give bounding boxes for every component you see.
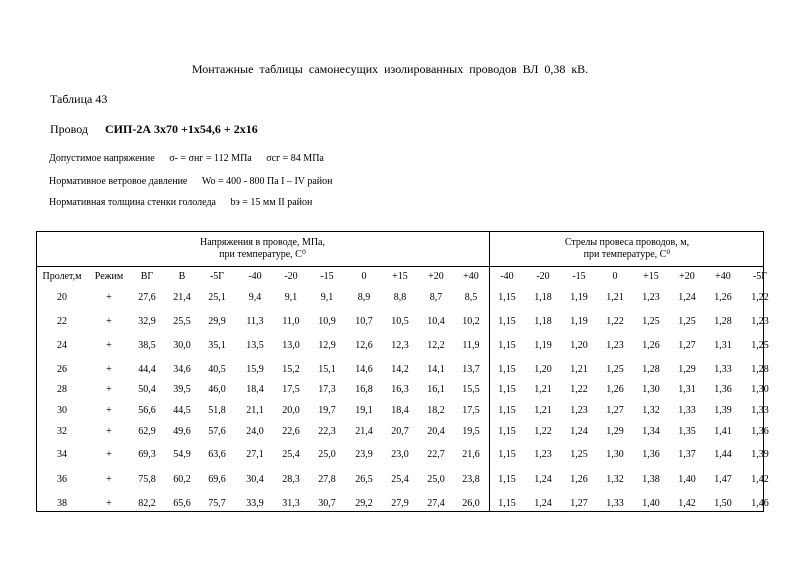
table-cell: 10,9: [318, 316, 336, 327]
table-cell: 60,2: [173, 474, 191, 485]
table-cell: 1,24: [678, 292, 696, 303]
table-cell: 1,27: [678, 340, 696, 351]
table-cell: 1,28: [714, 316, 732, 327]
table-cell: 1,26: [570, 474, 588, 485]
table-cell: 20: [57, 292, 67, 303]
table-cell: 15,9: [246, 364, 264, 375]
table-cell: 8,7: [429, 292, 443, 303]
document-title: Монтажные таблицы самонесущих изолированных проводов ВЛ 0,38 кВ.: [191, 62, 589, 76]
table-cell: 1,21: [570, 364, 588, 375]
table-cell: 1,25: [751, 340, 769, 351]
table-cell: 1,22: [606, 316, 624, 327]
table-cell: 27,9: [391, 498, 409, 509]
table-cell: 15,5: [462, 384, 480, 395]
table-cell: 1,21: [534, 405, 552, 416]
table-cell: +: [106, 449, 112, 460]
table-cell: 1,26: [642, 340, 660, 351]
table-cell: 23,0: [391, 449, 409, 460]
table-cell: 1,25: [606, 364, 624, 375]
table-cell: 56,6: [138, 405, 156, 416]
table-cell: 1,21: [606, 292, 624, 303]
column-header: ВГ: [140, 271, 154, 282]
table-cell: 69,6: [208, 474, 226, 485]
table-cell: 26,0: [462, 498, 480, 509]
stress-group-title: Напряжения в проводе, МПа,: [199, 237, 325, 248]
stress-values: σ- = σнг = 112 МПа: [169, 153, 252, 164]
table-cell: 1,15: [498, 498, 516, 509]
table-cell: 24,0: [246, 426, 264, 437]
table-cell: 9,4: [248, 292, 262, 303]
table-cell: 14,1: [427, 364, 445, 375]
table-cell: 32,9: [138, 316, 156, 327]
table-cell: 1,33: [606, 498, 624, 509]
header-divider: [36, 266, 764, 267]
table-cell: 21,4: [355, 426, 373, 437]
table-cell: 50,4: [138, 384, 156, 395]
table-cell: 1,33: [714, 364, 732, 375]
table-cell: 1,18: [534, 292, 552, 303]
table-cell: 82,2: [138, 498, 156, 509]
column-header: +15: [643, 271, 659, 282]
table-cell: 1,35: [678, 426, 696, 437]
table-cell: 9,1: [320, 292, 334, 303]
table-cell: 26,5: [355, 474, 373, 485]
table-cell: 1,34: [642, 426, 660, 437]
table-cell: 34: [57, 449, 67, 460]
table-cell: 1,40: [678, 474, 696, 485]
table-cell: 1,15: [498, 316, 516, 327]
table-cell: 1,15: [498, 474, 516, 485]
table-cell: 30: [57, 405, 67, 416]
column-header: -40: [248, 271, 262, 282]
table-cell: 22,3: [318, 426, 336, 437]
table-cell: 1,15: [498, 384, 516, 395]
table-cell: 1,38: [642, 474, 660, 485]
table-cell: 75,8: [138, 474, 156, 485]
table-cell: 1,27: [606, 405, 624, 416]
table-cell: 1,20: [534, 364, 552, 375]
wind-label: Нормативное ветровое давление: [49, 176, 188, 187]
table-cell: 29,2: [355, 498, 373, 509]
table-cell: 28: [57, 384, 67, 395]
table-cell: 21,1: [246, 405, 264, 416]
table-cell: 18,2: [427, 405, 445, 416]
table-cell: 29,9: [208, 316, 226, 327]
table-cell: 1,22: [751, 292, 769, 303]
table-cell: 63,6: [208, 449, 226, 460]
table-cell: 1,39: [751, 449, 769, 460]
table-cell: 1,30: [606, 449, 624, 460]
table-cell: 23,9: [355, 449, 373, 460]
table-cell: 1,39: [714, 405, 732, 416]
column-header: -15: [572, 271, 586, 282]
table-cell: 1,30: [642, 384, 660, 395]
column-header: -20: [536, 271, 550, 282]
table-cell: 15,2: [282, 364, 300, 375]
wire-line: [50, 122, 258, 137]
table-cell: 12,9: [318, 340, 336, 351]
table-cell: 1,20: [570, 340, 588, 351]
table-cell: 1,25: [678, 316, 696, 327]
column-header: Режим: [94, 271, 124, 282]
table-cell: 1,33: [751, 405, 769, 416]
table-cell: 1,19: [570, 292, 588, 303]
table-cell: 1,32: [642, 405, 660, 416]
column-header: -5Г: [209, 271, 225, 282]
table-cell: 1,26: [714, 292, 732, 303]
table-cell: 24: [57, 340, 67, 351]
table-cell: +: [106, 426, 112, 437]
table-cell: 30,4: [246, 474, 264, 485]
table-cell: 62,9: [138, 426, 156, 437]
table-cell: 20,4: [427, 426, 445, 437]
table-cell: 69,3: [138, 449, 156, 460]
table-cell: 19,1: [355, 405, 373, 416]
table-cell: 51,8: [208, 405, 226, 416]
table-number: Таблица 43: [50, 92, 108, 106]
table-cell: 17,5: [282, 384, 300, 395]
stress-avg: σсг = 84 МПа: [266, 153, 324, 164]
table-cell: 9,1: [284, 292, 298, 303]
table-cell: 12,3: [391, 340, 409, 351]
table-cell: 1,37: [678, 449, 696, 460]
table-cell: 16,8: [355, 384, 373, 395]
column-header: 0: [612, 271, 618, 282]
table-cell: +: [106, 340, 112, 351]
table-cell: 22,7: [427, 449, 445, 460]
sag-group-header: [490, 237, 764, 261]
table-cell: 32: [57, 426, 67, 437]
column-header: +15: [392, 271, 408, 282]
table-cell: 1,40: [642, 498, 660, 509]
table-cell: 22: [57, 316, 67, 327]
column-header: +40: [715, 271, 731, 282]
table-cell: 44,5: [173, 405, 191, 416]
column-header: +20: [679, 271, 695, 282]
table-cell: 13,0: [282, 340, 300, 351]
table-cell: 1,33: [678, 405, 696, 416]
wire-type: СИП-2А 3х70 +1х54,6 + 2х16: [105, 122, 258, 136]
table-cell: 20,7: [391, 426, 409, 437]
ice-thickness-line: [49, 197, 312, 208]
allowed-stress-line: [49, 153, 324, 164]
column-header: -5Г: [752, 271, 768, 282]
sag-group-subtitle: при температуре, С⁰: [583, 249, 671, 260]
table-cell: 1,24: [570, 426, 588, 437]
table-cell: 1,46: [751, 498, 769, 509]
table-cell: 15,1: [318, 364, 336, 375]
table-cell: 1,36: [714, 384, 732, 395]
table-cell: 25,0: [318, 449, 336, 460]
column-header: 0: [361, 271, 367, 282]
table-cell: 39,5: [173, 384, 191, 395]
table-cell: 1,15: [498, 449, 516, 460]
table-cell: 1,19: [570, 316, 588, 327]
table-cell: 1,15: [498, 364, 516, 375]
table-cell: 1,23: [534, 449, 552, 460]
table-cell: 30,7: [318, 498, 336, 509]
table-cell: 1,23: [642, 292, 660, 303]
table-cell: 18,4: [391, 405, 409, 416]
column-header: +20: [428, 271, 444, 282]
ice-label: Нормативная толщина стенки гололеда: [49, 197, 216, 208]
table-cell: 10,5: [391, 316, 409, 327]
table-cell: 14,2: [391, 364, 409, 375]
table-cell: +: [106, 474, 112, 485]
table-cell: 1,22: [534, 426, 552, 437]
table-cell: +: [106, 405, 112, 416]
table-cell: +: [106, 364, 112, 375]
table-cell: 19,7: [318, 405, 336, 416]
table-cell: +: [106, 498, 112, 509]
table-cell: 11,0: [282, 316, 300, 327]
table-cell: 25,4: [391, 474, 409, 485]
table-cell: 49,6: [173, 426, 191, 437]
table-cell: 1,15: [498, 405, 516, 416]
table-cell: 22,6: [282, 426, 300, 437]
table-cell: 31,3: [282, 498, 300, 509]
table-cell: 1,31: [714, 340, 732, 351]
table-cell: 44,4: [138, 364, 156, 375]
wind-values: Wo = 400 - 800 Па I – IV район: [201, 176, 333, 187]
column-header: Пролет,м: [42, 271, 82, 282]
table-cell: 12,2: [427, 340, 445, 351]
sag-group-title: Стрелы провеса проводов, м,: [564, 237, 690, 248]
table-cell: 1,23: [606, 340, 624, 351]
table-cell: 33,9: [246, 498, 264, 509]
table-cell: 1,47: [714, 474, 732, 485]
column-header: -40: [500, 271, 514, 282]
table-cell: 65,6: [173, 498, 191, 509]
table-cell: 11,3: [246, 316, 264, 327]
table-cell: 1,28: [642, 364, 660, 375]
table-cell: 36: [57, 474, 67, 485]
table-cell: 1,27: [570, 498, 588, 509]
table-cell: 1,41: [714, 426, 732, 437]
table-cell: 1,50: [714, 498, 732, 509]
table-cell: +: [106, 316, 112, 327]
table-cell: 38,5: [138, 340, 156, 351]
wire-label: Провод: [50, 122, 89, 136]
table-cell: 19,5: [462, 426, 480, 437]
table-cell: 25,0: [427, 474, 445, 485]
table-cell: 46,0: [208, 384, 226, 395]
stress-label: Допустимое напряжение: [49, 153, 155, 164]
table-cell: 1,29: [606, 426, 624, 437]
table-cell: 1,22: [570, 384, 588, 395]
table-cell: 16,3: [391, 384, 409, 395]
table-cell: 1,23: [570, 405, 588, 416]
table-cell: 21,6: [462, 449, 480, 460]
table-cell: 1,24: [534, 498, 552, 509]
table-cell: 16,1: [427, 384, 445, 395]
table-cell: 1,15: [498, 292, 516, 303]
ice-values: bэ = 15 мм II район: [230, 197, 313, 208]
table-cell: 1,18: [534, 316, 552, 327]
table-cell: 27,1: [246, 449, 264, 460]
table-cell: 1,42: [751, 474, 769, 485]
table-cell: 1,30: [751, 384, 769, 395]
table-cell: 25,5: [173, 316, 191, 327]
table-cell: 1,31: [678, 384, 696, 395]
table-cell: 10,2: [462, 316, 480, 327]
table-cell: 1,15: [498, 340, 516, 351]
table-cell: 1,25: [642, 316, 660, 327]
table-cell: 20,0: [282, 405, 300, 416]
table-cell: 13,5: [246, 340, 264, 351]
stress-group-header: [36, 237, 489, 261]
table-cell: 34,6: [173, 364, 191, 375]
table-cell: 54,9: [173, 449, 191, 460]
table-cell: 18,4: [246, 384, 264, 395]
table-cell: 13,7: [462, 364, 480, 375]
table-cell: 57,6: [208, 426, 226, 437]
table-cell: 1,23: [751, 316, 769, 327]
table-cell: 17,5: [462, 405, 480, 416]
table-cell: 1,19: [534, 340, 552, 351]
table-cell: 30,0: [173, 340, 191, 351]
table-cell: 75,7: [208, 498, 226, 509]
table-cell: 28,3: [282, 474, 300, 485]
table-cell: 8,8: [393, 292, 407, 303]
table-cell: 1,28: [751, 364, 769, 375]
table-cell: 23,8: [462, 474, 480, 485]
column-header: В: [178, 271, 186, 282]
table-cell: 27,8: [318, 474, 336, 485]
table-cell: 10,7: [355, 316, 373, 327]
column-header: -15: [320, 271, 334, 282]
table-cell: +: [106, 384, 112, 395]
table-cell: 1,42: [678, 498, 696, 509]
table-cell: 1,26: [606, 384, 624, 395]
table-cell: 14,6: [355, 364, 373, 375]
table-cell: 35,1: [208, 340, 226, 351]
table-cell: 21,4: [173, 292, 191, 303]
wind-pressure-line: [49, 176, 332, 187]
table-cell: 38: [57, 498, 67, 509]
table-cell: 25,1: [208, 292, 226, 303]
table-cell: +: [106, 292, 112, 303]
table-cell: 11,9: [462, 340, 480, 351]
table-cell: 10,4: [427, 316, 445, 327]
table-cell: 1,44: [714, 449, 732, 460]
table-cell: 25,4: [282, 449, 300, 460]
table-cell: 1,36: [642, 449, 660, 460]
column-header: -20: [284, 271, 298, 282]
table-cell: 1,29: [678, 364, 696, 375]
table-cell: 27,4: [427, 498, 445, 509]
table-cell: 17,3: [318, 384, 336, 395]
stress-group-subtitle: при температуре, С⁰: [219, 249, 306, 260]
table-cell: 1,15: [498, 426, 516, 437]
table-cell: 8,9: [357, 292, 371, 303]
table-cell: 1,21: [534, 384, 552, 395]
table-cell: 1,32: [606, 474, 624, 485]
table-cell: 8,5: [464, 292, 478, 303]
table-cell: 1,24: [534, 474, 552, 485]
table-cell: 27,6: [138, 292, 156, 303]
table-cell: 1,36: [751, 426, 769, 437]
table-cell: 1,25: [570, 449, 588, 460]
table-cell: 26: [57, 364, 67, 375]
table-cell: 40,5: [208, 364, 226, 375]
table-cell: 12,6: [355, 340, 373, 351]
column-header: +40: [463, 271, 479, 282]
